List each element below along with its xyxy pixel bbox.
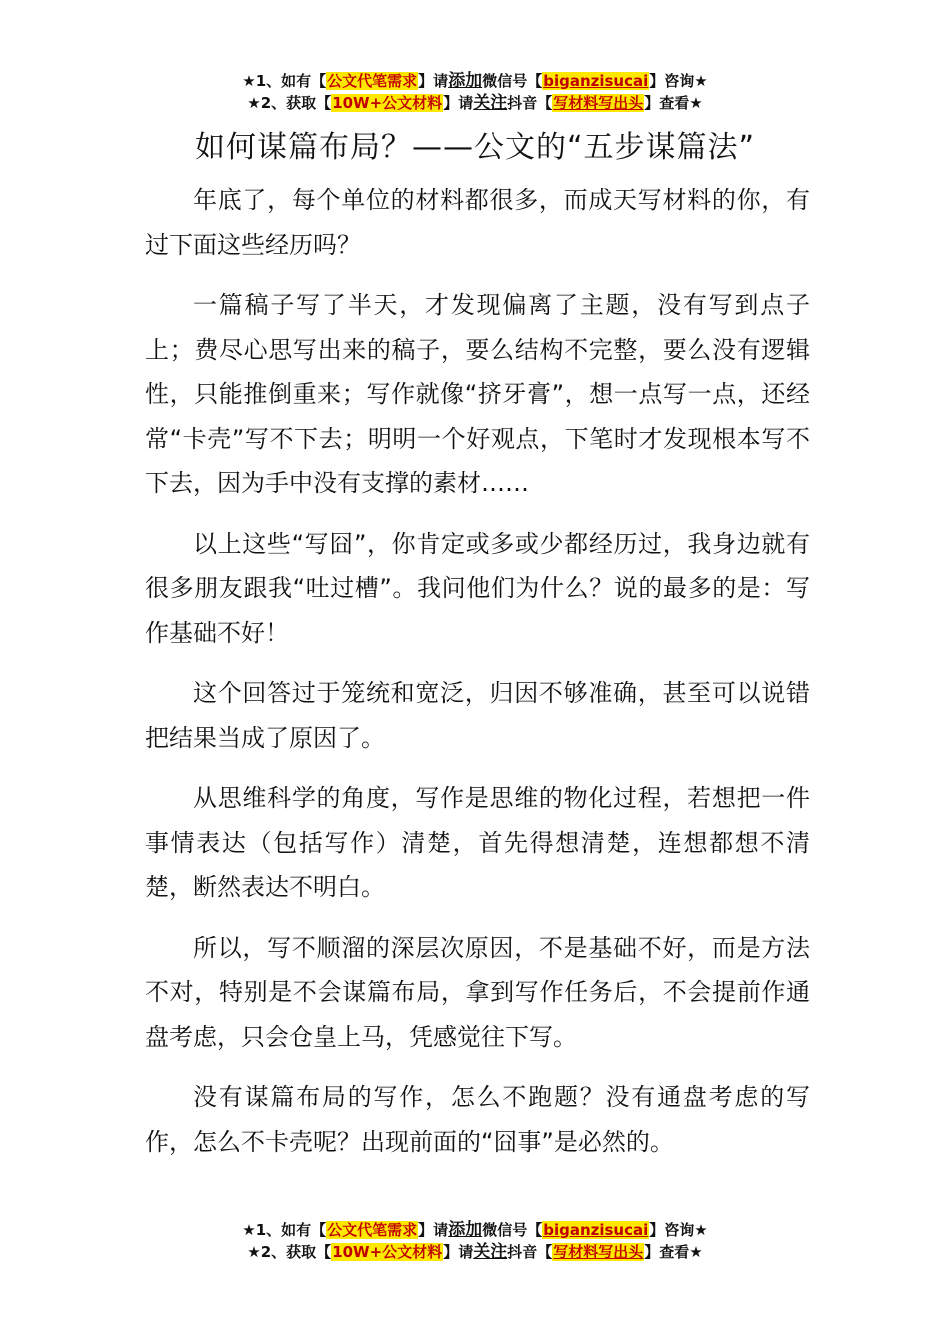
highlight-materials: 10W+公文材料 xyxy=(332,1243,443,1261)
banner-line-1 xyxy=(0,1219,950,1241)
banner-line-2 xyxy=(0,92,950,114)
paragraph: 这个回答过于笼统和宽泛，归因不够准确，甚至可以说错把结果当成了原因了。 xyxy=(145,679,810,752)
highlight-materials: 10W+公文材料 xyxy=(332,94,443,112)
document-body xyxy=(145,178,810,1180)
footer-banner xyxy=(0,1219,950,1263)
douyin-id: 写材料写出头 xyxy=(553,94,644,112)
banner-text: ★1、如有【 xyxy=(242,1221,327,1239)
banner-text: 】咨询★ xyxy=(649,72,708,90)
banner-text: ★1、如有【 xyxy=(242,72,327,90)
paragraph: 一篇稿子写了半天，才发现偏离了主题，没有写到点子上；费尽心思写出来的稿子，要么结构不完整，要么没有逻辑性，只能推倒重来；写作就像“挤牙膏”，想一点写一点，还经常“卡壳”写不下去；明明一个好观点，下笔时才发现根本写不下去，因为手中没有支撑的素材…… xyxy=(145,291,810,497)
wechat-id: biganzisucai xyxy=(543,1221,649,1239)
paragraph: 没有谋篇布局的写作，怎么不跑题？没有通盘考虑的写作，怎么不卡壳呢？出现前面的“囧事”是必然的。 xyxy=(145,1083,810,1156)
banner-text: 】查看★ xyxy=(644,94,703,112)
banner-line-2 xyxy=(0,1241,950,1263)
banner-emphasis: 添加 xyxy=(448,1220,483,1240)
page-title: 如何谋篇布局？——公文的“五步谋篇法” xyxy=(194,130,756,165)
douyin-id: 写材料写出头 xyxy=(553,1243,644,1261)
banner-emphasis: 关注 xyxy=(473,93,508,113)
paragraph: 以上这些“写囧”，你肯定或多或少都经历过，我身边就有很多朋友跟我“吐过槽”。我问他们为什么？说的最多的是：写作基础不好！ xyxy=(145,529,810,647)
banner-text: 】请 xyxy=(443,94,474,112)
banner-text: 】查看★ xyxy=(644,1243,703,1261)
banner-text: 】请 xyxy=(418,72,449,90)
banner-text: 】请 xyxy=(443,1243,474,1261)
banner-emphasis: 关注 xyxy=(473,1242,508,1262)
banner-text: 抖音【 xyxy=(507,1243,553,1261)
paragraph: 所以，写不顺溜的深层次原因，不是基础不好，而是方法不对，特别是不会谋篇布局，拿到写作任务后，不会提前作通盘考虑，只会仓皇上马，凭感觉往下写。 xyxy=(145,933,810,1051)
banner-text: ★2、获取【 xyxy=(247,1243,332,1261)
highlight-ghostwriting: 公文代笔需求 xyxy=(327,1221,418,1239)
wechat-id: biganzisucai xyxy=(543,72,649,90)
banner-text: 】咨询★ xyxy=(649,1221,708,1239)
highlight-ghostwriting: 公文代笔需求 xyxy=(327,72,418,90)
banner-text: 微信号【 xyxy=(482,72,543,90)
banner-text: ★2、获取【 xyxy=(247,94,332,112)
paragraph: 从思维科学的角度，写作是思维的物化过程，若想把一件事情表达（包括写作）清楚，首先得想清楚，连想都想不清楚，断然表达不明白。 xyxy=(145,784,810,901)
banner-text: 】请 xyxy=(418,1221,449,1239)
header-banner xyxy=(0,70,950,114)
banner-line-1 xyxy=(0,70,950,92)
banner-text: 微信号【 xyxy=(482,1221,543,1239)
paragraph: 年底了，每个单位的材料都很多，而成天写材料的你，有过下面这些经历吗？ xyxy=(145,186,810,259)
banner-text: 抖音【 xyxy=(507,94,553,112)
banner-emphasis: 添加 xyxy=(448,71,483,91)
